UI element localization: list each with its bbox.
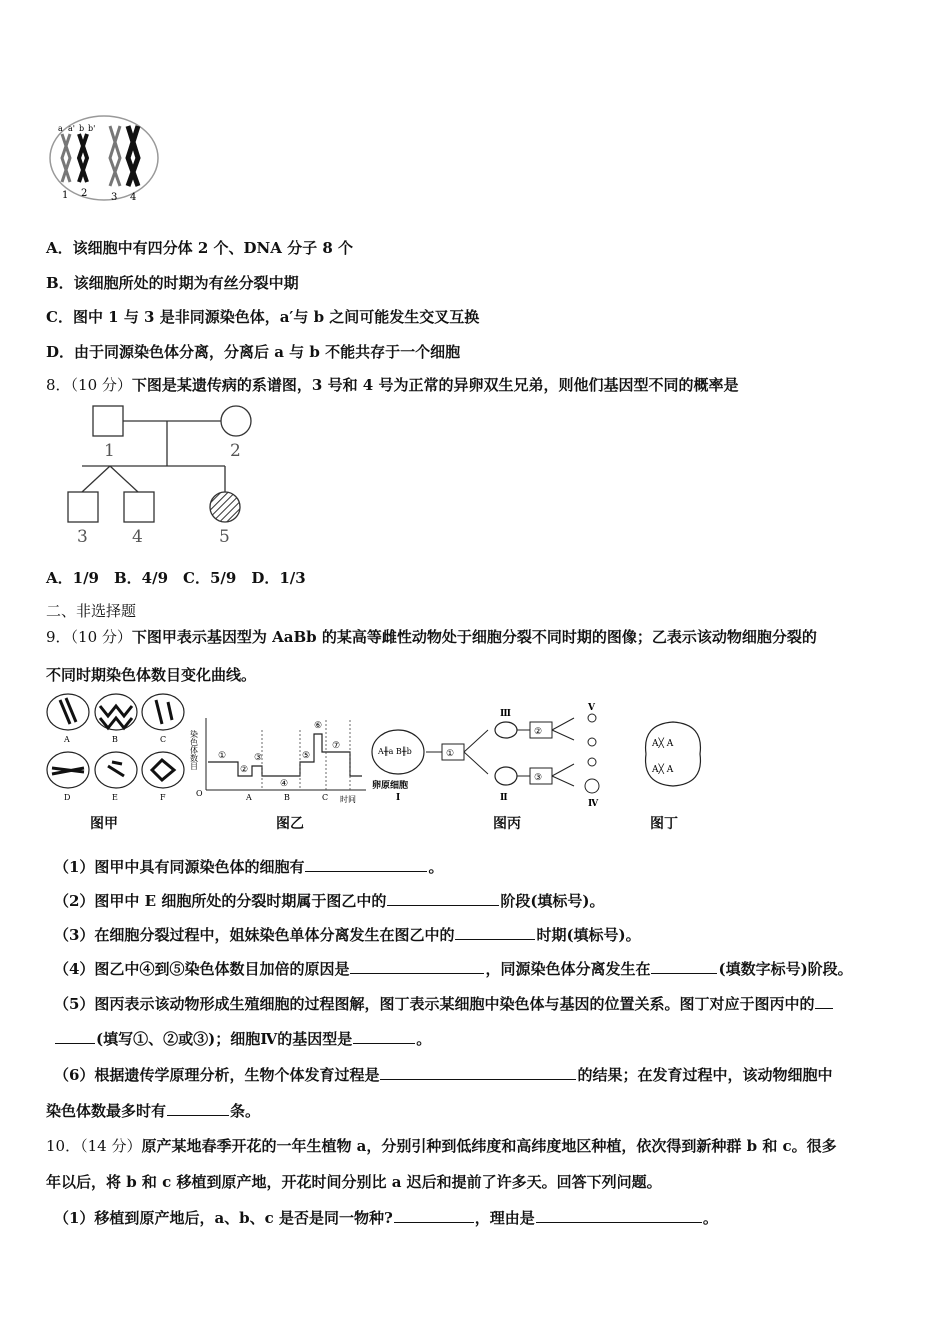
yi-xlabel: 时间 (340, 795, 356, 804)
ding-top-genes: A╳ A (652, 739, 674, 749)
q10-sub1-text-b: ，理由是 (474, 1209, 535, 1227)
pedigree-label-1: 1 (104, 441, 115, 461)
q10-stem-line1 (46, 1135, 837, 1156)
chromosome-number-4: 4 (130, 192, 137, 202)
yi-stage-5: ⑤ (302, 751, 311, 761)
q10-sub1-blank-1[interactable] (394, 1208, 474, 1223)
bing-roman-3: Ⅲ (500, 709, 511, 719)
q9-number: 9． (46, 628, 71, 646)
pedigree-chart (60, 398, 260, 548)
q9-sub3-blank[interactable] (455, 925, 535, 940)
yi-tick-a: A (246, 793, 252, 802)
q9-sub1-end: 。 (428, 858, 444, 876)
q9-stem-line1 (46, 626, 817, 647)
cell-letter-a: A (64, 735, 70, 744)
q9-sub5-line2 (54, 1028, 431, 1049)
bing-roman-2: Ⅱ (500, 793, 508, 803)
figure-jia-cells (44, 690, 190, 802)
q9-sub3-end: 时期(填标号)。 (536, 926, 641, 944)
q10-score: （14 分） (80, 1137, 142, 1155)
gene-label-a-prime: a' (68, 124, 75, 133)
q9-sub6-line1 (54, 1064, 832, 1085)
q9-sub5-line1 (54, 993, 834, 1014)
bing-start-genes: A╫a B╫b (378, 747, 412, 756)
q10-number: 10． (46, 1137, 81, 1155)
yi-tick-c: C (322, 793, 329, 802)
q9-sub5-end: 。 (416, 1030, 432, 1048)
q8-options: A．1/9 B．4/9 C．5/9 D．1/3 (46, 569, 306, 587)
figure-ding-label: 图丁 (650, 816, 678, 832)
pedigree-label-5: 5 (219, 527, 230, 547)
ding-bottom-genes: A╳ A (652, 765, 674, 775)
gene-label-b: b (79, 124, 85, 133)
gene-label-b-prime: b' (88, 124, 96, 133)
q8-stem (46, 374, 738, 395)
q9-text1: 下图甲表示基因型为 AaBb 的某高等雌性动物处于细胞分裂不同时期的图像；乙表示该动物细胞分裂的 (131, 628, 817, 646)
bing-step-2: ② (534, 727, 543, 737)
gene-label-a: a (58, 124, 63, 133)
q9-sub5-blank-2[interactable] (353, 1029, 415, 1044)
bing-roman-5: Ⅴ (588, 703, 595, 713)
q9-sub1-blank[interactable] (305, 857, 427, 872)
cell-chromosome-figure (48, 112, 160, 202)
q7-option-a: A．该细胞中有四分体 2 个、DNA 分子 8 个 (46, 239, 353, 257)
bing-cell-name: 卵原细胞 (372, 781, 409, 791)
q9-sub2-blank[interactable] (387, 891, 499, 906)
q9-sub6-text-a: （6）根据遗传学原理分析，生物个体发育过程是 (54, 1066, 380, 1084)
q9-sub3-text: （3）在细胞分裂过程中，姐妹染色单体分离发生在图乙中的 (54, 926, 455, 944)
q9-sub5-blank-1b[interactable] (55, 1029, 95, 1044)
bing-step-1: ① (446, 749, 455, 759)
cell-letter-e: E (112, 793, 118, 802)
yi-stage-6: ⑥ (314, 721, 323, 731)
bing-roman-1: Ⅰ (396, 793, 401, 803)
q9-sub4-blank-1[interactable] (350, 959, 484, 974)
q9-sub4-text-a: （4）图乙中④到⑤染色体数目加倍的原因是 (54, 960, 350, 978)
pedigree-label-2: 2 (230, 441, 241, 461)
cell-letter-b: B (112, 735, 118, 744)
q9-sub5-text-b: (填写①、②或③)；细胞Ⅳ的基因型是 (96, 1030, 353, 1048)
yi-tick-b: B (284, 793, 290, 802)
q10-stem-line2: 年以后，将 b 和 c 移植到原产地，开花时间分别比 a 迟后和提前了许多天。回答下列问题。 (46, 1173, 662, 1191)
q9-sub4-text-b: ，同源染色体分离发生在 (485, 960, 651, 978)
q9-sub6-text-b: 染色体数最多时有 (46, 1102, 167, 1120)
figure-yi-label: 图乙 (276, 816, 304, 832)
pedigree-label-3: 3 (77, 527, 88, 547)
q9-sub6-blank-2[interactable] (167, 1101, 229, 1116)
q9-sub6-text-a-end: 的结果；在发育过程中，该动物细胞中 (577, 1066, 833, 1084)
q9-sub6-blank-1[interactable] (380, 1065, 576, 1080)
q9-sub1 (54, 856, 443, 877)
q10-sub1-end: 。 (702, 1209, 718, 1227)
figure-jia-label: 图甲 (90, 816, 118, 832)
bing-step-3: ③ (534, 773, 543, 783)
yi-stage-4: ④ (280, 779, 289, 789)
q9-score: （10 分） (70, 628, 132, 646)
q9-sub2-end: 阶段(填标号)。 (500, 892, 605, 910)
q7-option-b: B．该细胞所处的时期为有丝分裂中期 (46, 274, 299, 292)
figure-ding-cell (638, 718, 708, 790)
q9-sub4-blank-2[interactable] (651, 959, 717, 974)
yi-origin: O (196, 789, 203, 798)
q9-sub2 (54, 890, 605, 911)
bing-roman-4: Ⅳ (588, 799, 599, 809)
yi-ylabel: 染色体数目 (190, 730, 199, 770)
yi-stage-3: ③ (254, 753, 263, 763)
cell-letter-d: D (64, 793, 71, 802)
q8-text: 下图是某遗传病的系谱图，3 号和 4 号为正常的异卵双生兄弟，则他们基因型不同的概率是 (131, 376, 739, 394)
pedigree-label-4: 4 (132, 527, 143, 547)
q10-sub1 (54, 1207, 718, 1228)
q7-option-c: C．图中 1 与 3 是非同源染色体，a′与 b 之间可能发生交叉互换 (46, 308, 480, 326)
figure-bing-process (370, 700, 630, 812)
cell-letter-c: C (160, 735, 167, 744)
figure-yi-curve (190, 690, 370, 808)
q9-sub1-text: （1）图甲中具有同源染色体的细胞有 (54, 858, 305, 876)
yi-stage-7: ⑦ (332, 741, 341, 751)
q9-sub5-text-a: （5）图丙表示该动物形成生殖细胞的过程图解，图丁表示某细胞中染色体与基因的位置关系。图丁对应于图丙中的 (54, 995, 815, 1013)
q9-sub6-end: 条。 (230, 1102, 261, 1120)
q10-sub1-blank-2[interactable] (536, 1208, 702, 1223)
chromosome-number-3: 3 (111, 192, 118, 202)
q9-sub4-end: (填数字标号)阶段。 (718, 960, 853, 978)
chromosome-number-1: 1 (62, 190, 69, 201)
q9-sub5-blank-1a[interactable] (815, 994, 833, 1009)
q8-score: （10 分） (70, 376, 132, 394)
q9-stem-line2: 不同时期染色体数目变化曲线。 (46, 666, 257, 684)
section-heading: 二、非选择题 (46, 602, 137, 620)
figure-bing-label: 图丙 (493, 816, 521, 832)
q9-sub2-text: （2）图甲中 E 细胞所处的分裂时期属于图乙中的 (54, 892, 387, 910)
q10-sub1-text-a: （1）移植到原产地后，a、b、c 是否是同一物种? (54, 1209, 393, 1227)
yi-stage-2: ② (240, 765, 249, 775)
q9-sub4 (54, 958, 853, 979)
chromosome-number-2: 2 (81, 188, 88, 199)
q9-sub3 (54, 924, 641, 945)
q10-text1: 原产某地春季开花的一年生植物 a，分别引种到低纬度和高纬度地区种植，依次得到新种群 b 和 c。很多 (141, 1137, 837, 1155)
q9-sub6-line2 (46, 1100, 260, 1121)
cell-letter-f: F (160, 793, 166, 802)
q8-number: 8． (46, 376, 71, 394)
yi-stage-1: ① (218, 751, 227, 761)
q7-option-d: D．由于同源染色体分离，分离后 a 与 b 不能共存于一个细胞 (46, 343, 461, 361)
